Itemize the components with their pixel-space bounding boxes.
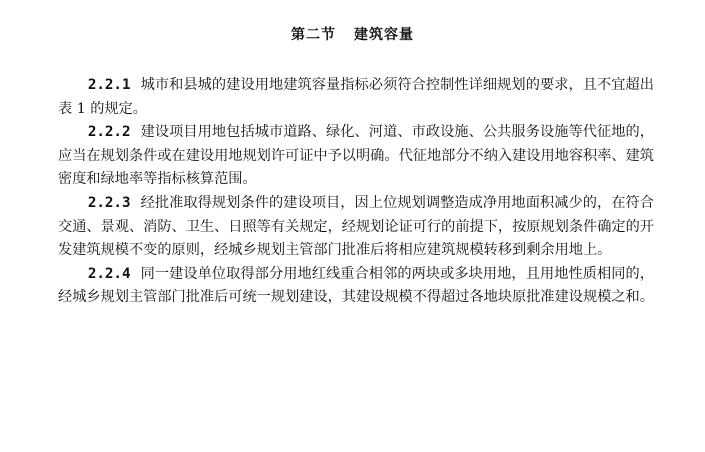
clause-text: 城市和县城的建设用地建筑容量指标必须符合控制性详细规划的要求，且不宜超出表 1 的规定。 — [58, 77, 654, 117]
clause-text: 同一建设单位取得部分用地红线重合相邻的两块或多块用地，且用地性质相同的，经城乡规划主管部门批准后可统一规划建设，其建设规模不得超过各地块原批准建设规模之和。 — [58, 265, 654, 306]
section-heading — [0, 24, 705, 44]
clause-2-2-2 — [58, 121, 654, 192]
clause-number: 2.2.4 — [87, 265, 131, 282]
clause-number: 2.2.2 — [87, 124, 131, 141]
clause-2-2-1 — [58, 74, 654, 121]
clause-2-2-4 — [58, 263, 654, 310]
section-number: 第二节 — [291, 27, 336, 43]
clause-2-2-3 — [58, 192, 654, 263]
section-title: 建筑容量 — [354, 27, 414, 43]
clause-number: 2.2.3 — [87, 194, 131, 211]
clause-text: 建设项目用地包括城市道路、绿化、河道、市政设施、公共服务设施等代征地的，应当在规划条件或在建设用地规划许可证中予以明确。代征地部分不纳入建设用地容积率、建筑密度和绿地率等指标核算范围。 — [58, 124, 654, 188]
clause-text: 经批准取得规划条件的建设项目，因上位规划调整造成净用地面积减少的，在符合交通、景观、消防、卫生、日照等有关规定，经规划论证可行的前提下，按原规划条件确定的开发建筑规模不变的原则，经城乡规划主管部门批准后将相应建筑规模转移到剩余用地上。 — [58, 194, 654, 259]
clause-number: 2.2.1 — [87, 77, 131, 93]
clause-list — [58, 74, 654, 310]
